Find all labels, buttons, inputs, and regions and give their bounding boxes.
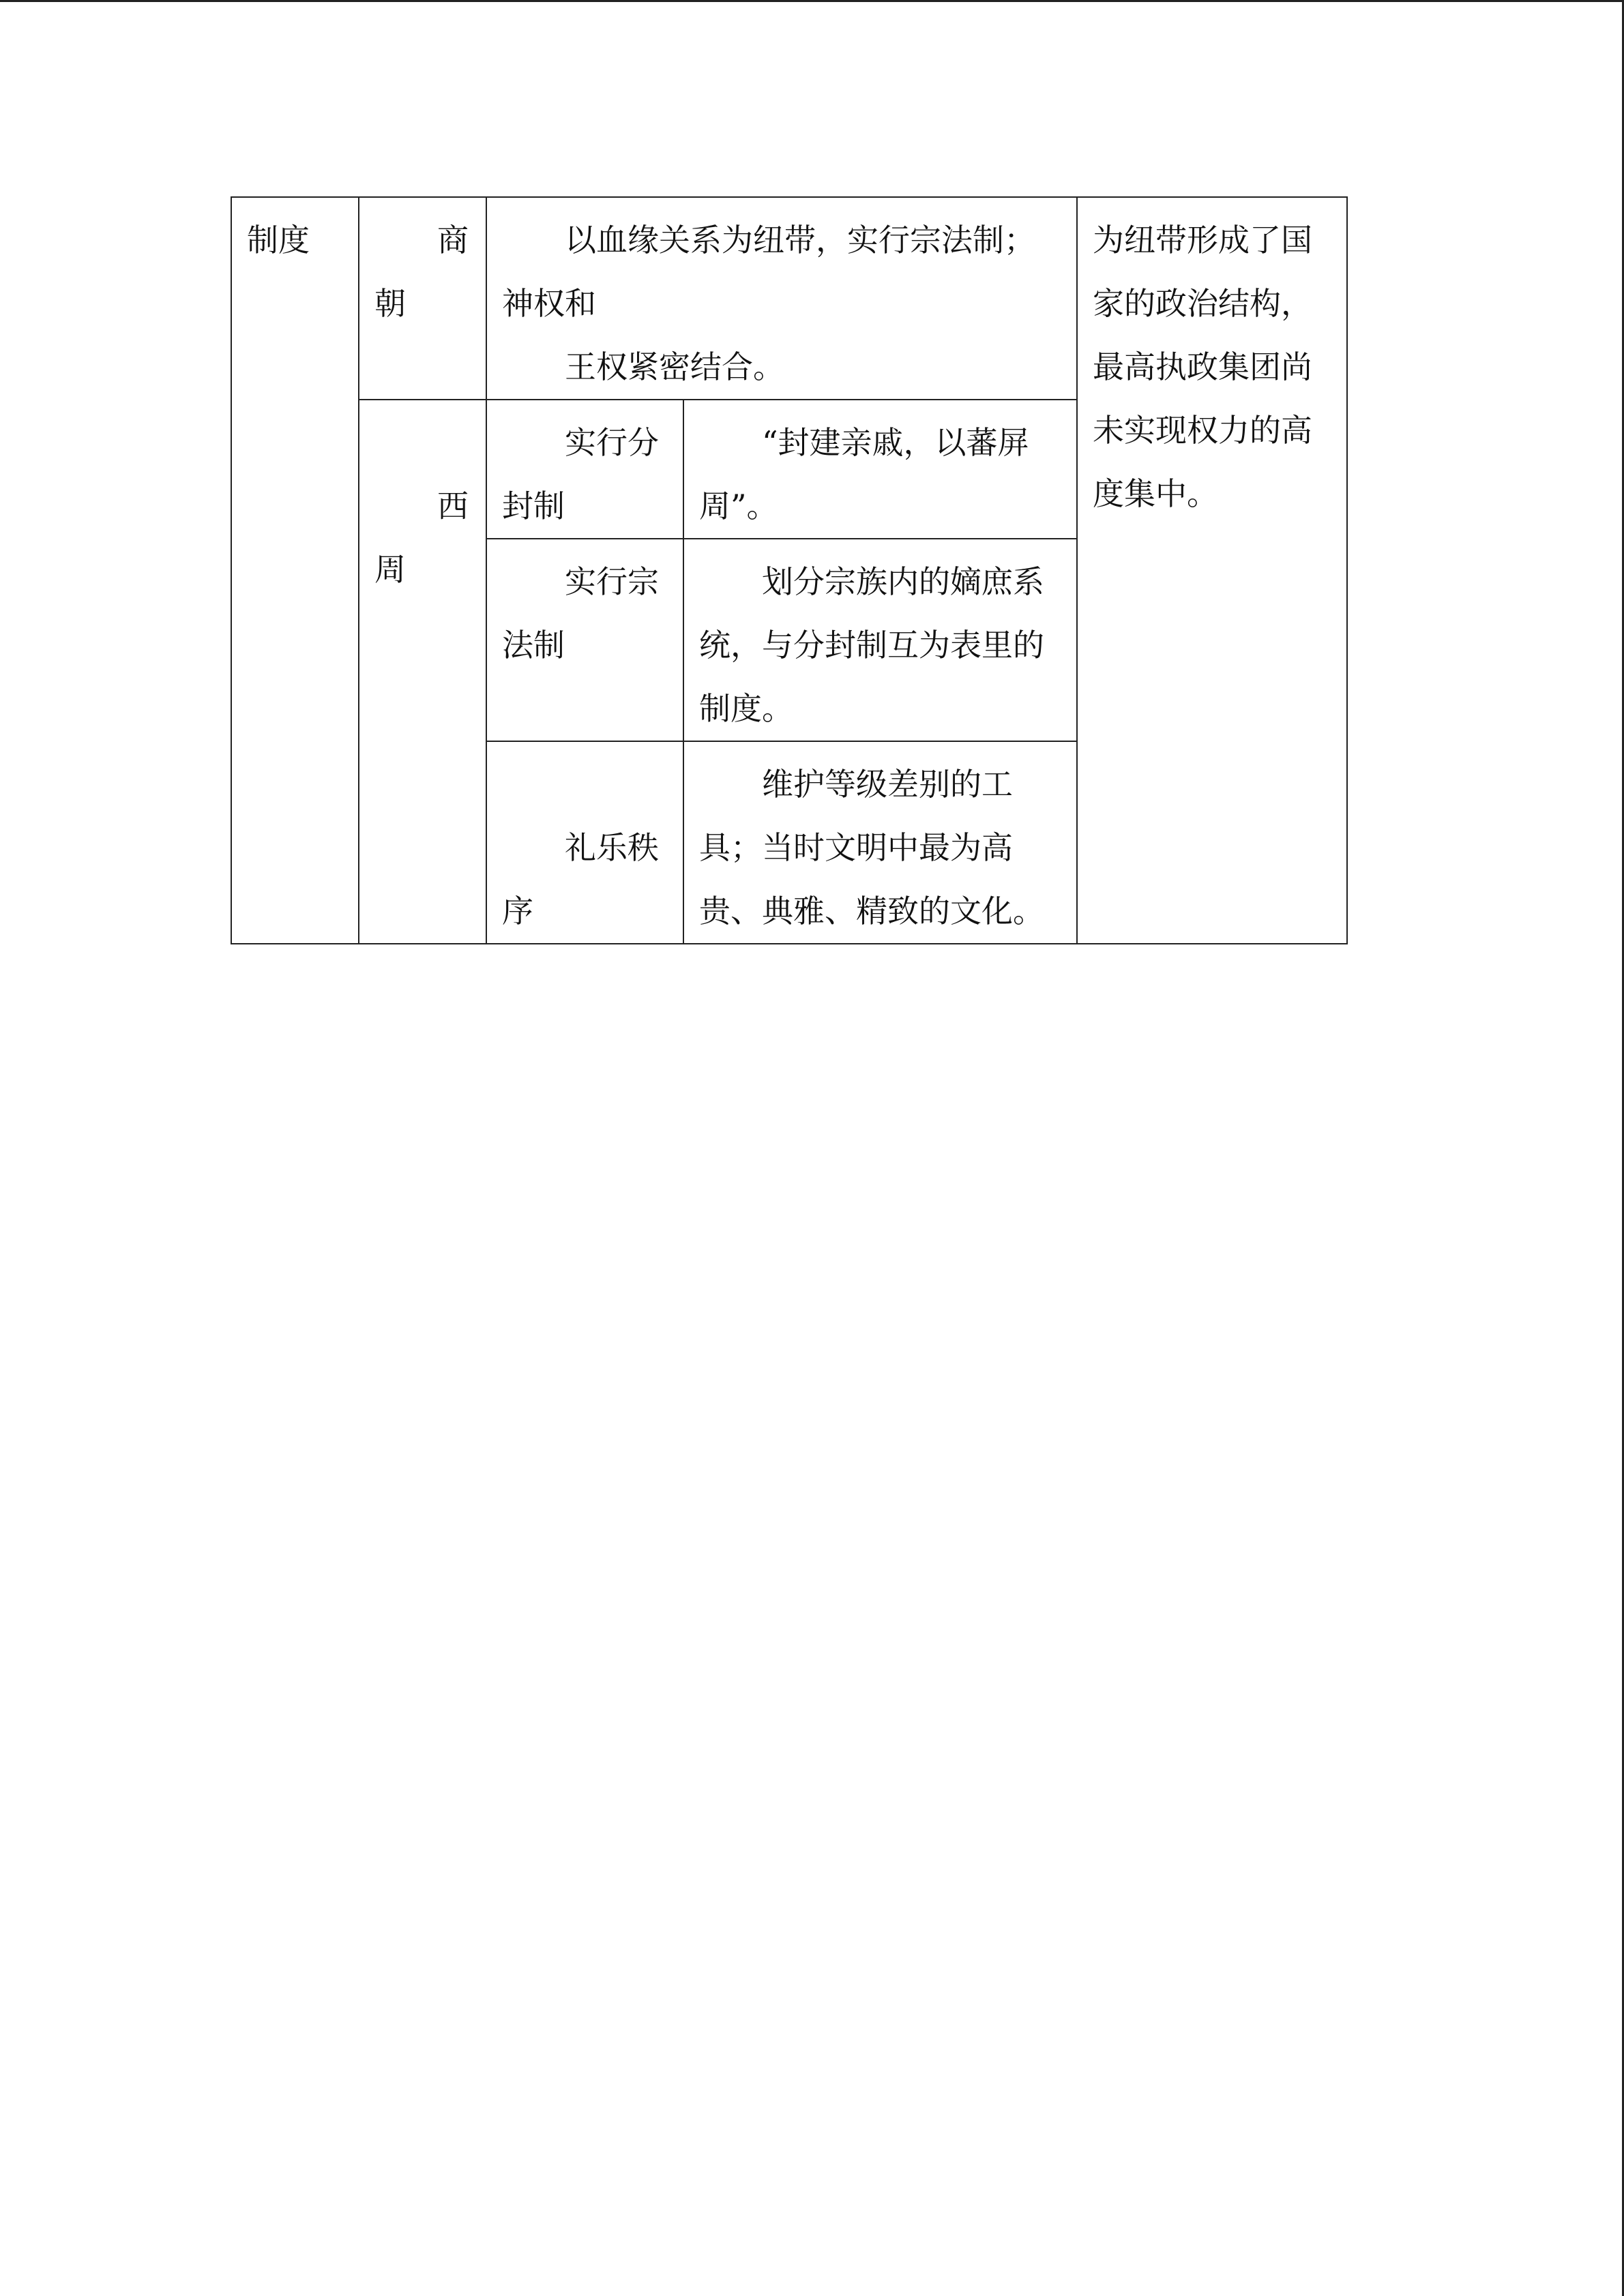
political-system-table <box>231 196 1348 944</box>
table-row-shang <box>231 197 1347 400</box>
page-border-top <box>0 0 1624 2</box>
system-name-cell <box>486 539 683 741</box>
system-name-cell <box>486 400 683 539</box>
system-desc-fenfeng: “封建亲戚，以蕃屏周”。 <box>699 424 1029 524</box>
shang-description-line2: 王权紧密结合。 <box>565 348 784 385</box>
dynasty-label-xizhou: 西周 <box>374 488 469 588</box>
category-cell <box>231 197 359 944</box>
system-desc-cell <box>683 539 1077 741</box>
system-name-liyue: 礼乐秩序 <box>502 829 659 929</box>
system-desc-liyue: 维护等级差别的工具；当时文明中最为高贵、典雅、精致的文化。 <box>699 766 1044 929</box>
shang-description-cell <box>486 197 1077 400</box>
shang-description-line1: 以血缘关系为纽带，实行宗法制；神权和 <box>502 222 1035 322</box>
dynasty-cell-xizhou <box>359 400 486 944</box>
system-desc-cell <box>683 741 1077 944</box>
summary-text: 为纽带形成了国家的政治结构，最高执政集团尚未实现权力的高度集中。 <box>1093 222 1312 512</box>
summary-cell <box>1077 197 1347 944</box>
dynasty-cell-shang <box>359 197 486 400</box>
dynasty-label-shang: 商朝 <box>374 222 469 322</box>
category-label: 制度 <box>247 222 310 258</box>
system-desc-zongfa: 划分宗族内的嫡庶系统，与分封制互为表里的制度。 <box>699 563 1044 727</box>
system-name-cell <box>486 741 683 944</box>
system-name-fenfeng: 实行分封制 <box>502 424 659 524</box>
system-desc-cell <box>683 400 1077 539</box>
system-name-zongfa: 实行宗法制 <box>502 563 659 664</box>
